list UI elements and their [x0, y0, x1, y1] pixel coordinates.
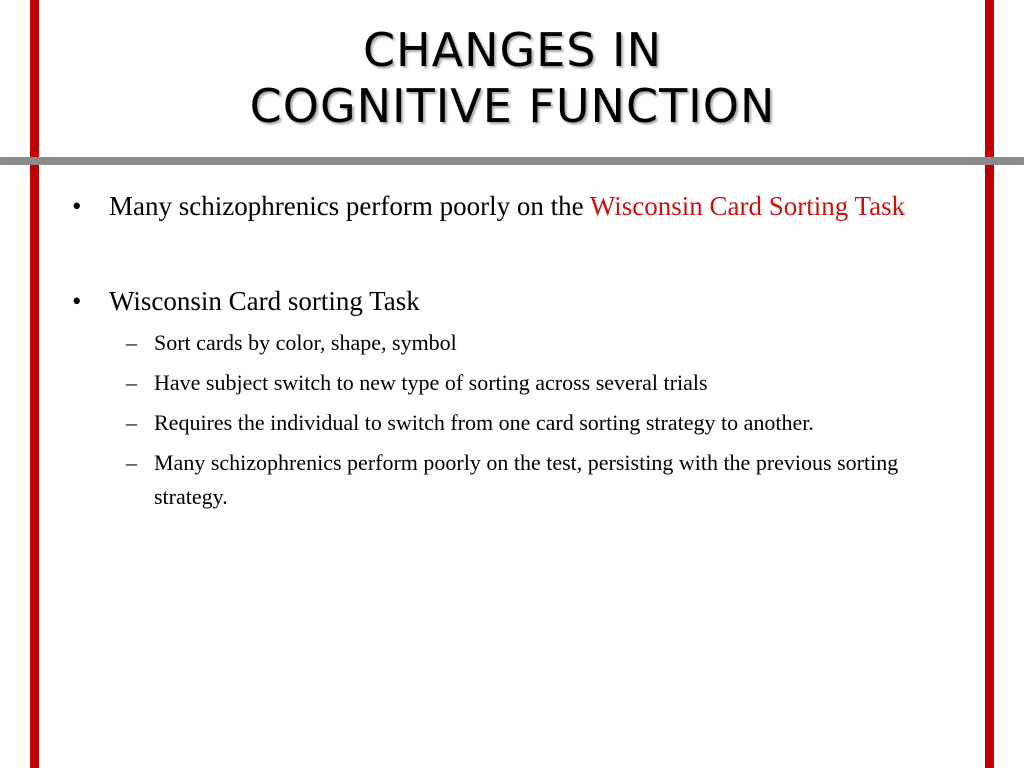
dash-icon: – — [126, 370, 137, 395]
bullet-text: Wisconsin Card sorting Task — [109, 286, 420, 316]
bullet-icon: • — [72, 286, 82, 316]
sub-bullet-item — [72, 446, 952, 514]
dash-icon: – — [126, 450, 137, 475]
sub-bullet-item — [72, 406, 952, 440]
slide-title — [40, 22, 985, 134]
sub-bullet-text: Requires the individual to switch from one card sorting strategy to another. — [154, 410, 814, 435]
bullet-icon: • — [72, 191, 82, 221]
bullet-text: Many schizophrenics perform poorly on the — [109, 191, 590, 221]
highlight-text: Wisconsin Card Sorting Task — [589, 191, 906, 221]
sub-bullet-item — [72, 326, 952, 360]
dash-icon: – — [126, 410, 137, 435]
title-line-2: COGNITIVE FUNCTION — [249, 79, 776, 133]
bullet-item — [72, 188, 952, 225]
dash-icon: – — [126, 330, 137, 355]
sub-bullet-text: Many schizophrenics perform poorly on the test, persisting with the previous sorting strategy. — [154, 450, 899, 509]
bullet-item — [72, 283, 952, 320]
right-frame-bar — [985, 0, 994, 768]
sub-bullet-text: Have subject switch to new type of sorting across several trials — [154, 370, 708, 395]
slide-body — [72, 188, 952, 514]
left-frame-bar — [30, 0, 39, 768]
title-divider — [0, 157, 1024, 165]
title-line-1: CHANGES IN — [362, 23, 663, 77]
sub-bullet-text: Sort cards by color, shape, symbol — [154, 330, 457, 355]
sub-bullet-item — [72, 366, 952, 400]
